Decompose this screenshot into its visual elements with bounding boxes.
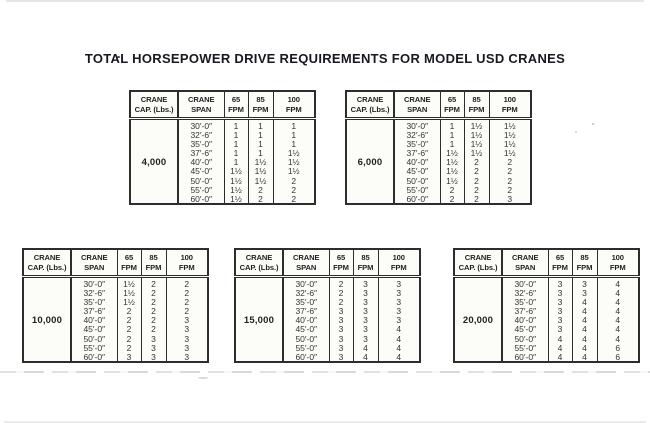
hp-value-cell: 2	[464, 158, 489, 167]
header-line: SPAN	[296, 262, 317, 272]
hp-value-cell: 3	[329, 307, 353, 316]
hp-value-cell: 1½	[273, 149, 315, 158]
header-line: 100	[392, 253, 405, 262]
hp-value-cell: 3	[353, 316, 378, 325]
hp-value-cell: 1½	[224, 185, 248, 194]
hp-value-cell: 2	[166, 288, 208, 297]
hp-value-cell: 3	[329, 316, 353, 325]
hp-value-cell: 3	[141, 343, 166, 352]
hp-value-cell: 4	[597, 316, 639, 325]
span-cell: 45′-0″	[394, 167, 440, 176]
header-85-fpm	[353, 249, 378, 276]
header-line: FPM	[121, 262, 137, 272]
header-crane-span	[502, 249, 548, 276]
span-cell: 60′-0″	[71, 353, 117, 363]
hp-value-cell: 3	[548, 316, 572, 325]
header-65-fpm	[329, 249, 353, 276]
header-line: FPM	[252, 104, 269, 114]
header-line: FPM	[333, 262, 349, 272]
hp-value-cell: 1	[440, 118, 464, 130]
table-body	[346, 118, 531, 204]
hp-value-cell: 3	[353, 276, 378, 288]
span-cell: 50′-0″	[394, 176, 440, 185]
span-cell: 40′-0″	[394, 158, 440, 167]
hp-value-cell: 4	[572, 307, 597, 316]
hp-value-cell: 2	[141, 276, 166, 288]
hp-value-cell: 4	[378, 353, 420, 363]
table-header	[346, 91, 531, 118]
hp-value-cell: 2	[489, 158, 531, 167]
header-crane-cap	[454, 249, 502, 276]
hp-value-cell: 3	[572, 276, 597, 288]
hp-value-cell: 2	[329, 297, 353, 306]
header-line: FPM	[228, 104, 244, 114]
capacity-cell: 6,000	[357, 156, 383, 168]
hp-value-cell: 4	[548, 343, 572, 352]
header-crane-cap	[23, 249, 71, 276]
hp-value-cell: 1½	[440, 176, 464, 185]
hp-value-cell: 2	[141, 325, 166, 334]
hp-value-cell: 1	[224, 130, 248, 139]
scan-speck	[198, 377, 208, 379]
hp-value-cell: 4	[597, 288, 639, 297]
span-cell: 60′-0″	[502, 353, 548, 363]
header-line: 65	[555, 253, 565, 262]
span-cell: 40′-0″	[502, 316, 548, 325]
header-line: FPM	[468, 104, 485, 114]
hp-value-cell: 2	[141, 316, 166, 325]
hp-value-cell: 1½	[224, 195, 248, 205]
hp-value-cell: 3	[166, 334, 208, 343]
header-line: CRANE	[33, 253, 61, 262]
header-100-fpm	[378, 249, 420, 276]
hp-value-cell: 4	[597, 325, 639, 334]
hp-value-cell: 1½	[117, 288, 141, 297]
header-row	[454, 249, 639, 276]
scan-photo-bottom-edge	[0, 371, 650, 373]
span-cell: 32′-6″	[502, 288, 548, 297]
hp-value-cell: 4	[548, 334, 572, 343]
hp-value-cell: 3	[378, 297, 420, 306]
span-cell: 37′-6″	[394, 149, 440, 158]
span-cell: 35′-0″	[283, 297, 329, 306]
hp-value-cell: 3	[329, 325, 353, 334]
hp-value-cell: 1½	[489, 130, 531, 139]
header-line: SPAN	[191, 104, 212, 114]
hp-value-cell: 3	[329, 343, 353, 352]
header-line: CRANE	[356, 95, 384, 104]
hp-table-10000	[22, 248, 209, 363]
hp-value-cell: 4	[572, 334, 597, 343]
header-line: FPM	[552, 262, 568, 272]
table-body	[235, 276, 420, 362]
hp-value-cell: 4	[572, 325, 597, 334]
hp-value-cell: 3	[548, 288, 572, 297]
table-body	[130, 118, 315, 204]
hp-value-cell: 2	[464, 176, 489, 185]
hp-value-cell: 4	[572, 297, 597, 306]
header-line: FPM	[390, 262, 407, 272]
hp-value-cell: 3	[353, 307, 378, 316]
hp-value-cell: 3	[166, 343, 208, 352]
header-line: CRANE	[245, 253, 273, 262]
span-cell: 40′-0″	[178, 158, 224, 167]
hp-value-cell: 4	[353, 343, 378, 352]
span-cell: 60′-0″	[178, 195, 224, 205]
capacity-cell: 20,000	[462, 314, 494, 326]
hp-value-cell: 2	[273, 195, 315, 205]
header-line: 100	[503, 95, 516, 104]
span-cell: 50′-0″	[283, 334, 329, 343]
span-cell: 45′-0″	[71, 325, 117, 334]
hp-value-cell: 1½	[224, 167, 248, 176]
span-cell: 35′-0″	[394, 139, 440, 148]
hp-value-cell: 1½	[273, 167, 315, 176]
header-crane-span	[178, 91, 224, 118]
header-85-fpm	[464, 91, 489, 118]
capacity-cell: 4,000	[141, 156, 167, 168]
span-cell: 30′-0″	[283, 276, 329, 288]
hp-value-cell: 4	[378, 325, 420, 334]
table-header	[23, 249, 208, 276]
hp-value-cell: 2	[489, 185, 531, 194]
hp-value-cell: 1	[440, 130, 464, 139]
hp-value-cell: 2	[141, 297, 166, 306]
hp-value-cell: 6	[597, 353, 639, 363]
hp-value-cell: 1½	[224, 176, 248, 185]
span-cell: 40′-0″	[283, 316, 329, 325]
hp-value-cell: 3	[166, 316, 208, 325]
hp-value-cell: 1½	[117, 276, 141, 288]
span-cell: 32′-6″	[394, 130, 440, 139]
table-row	[454, 276, 639, 288]
hp-value-cell: 3	[166, 353, 208, 363]
hp-value-cell: 4	[572, 316, 597, 325]
header-100-fpm	[166, 249, 208, 276]
header-line: 100	[611, 253, 624, 262]
span-cell: 37′-6″	[71, 307, 117, 316]
hp-value-cell: 2	[166, 297, 208, 306]
header-line: FPM	[285, 104, 302, 114]
hp-value-cell: 2	[464, 185, 489, 194]
hp-value-cell: 3	[353, 325, 378, 334]
hp-value-cell: 1	[248, 149, 273, 158]
header-line: CAP. (Lbs.)	[458, 262, 498, 272]
hp-value-cell: 4	[378, 334, 420, 343]
hp-value-cell: 3	[353, 297, 378, 306]
hp-value-cell: 1½	[440, 167, 464, 176]
hp-value-cell: 1	[224, 149, 248, 158]
hp-value-cell: 1½	[464, 118, 489, 130]
hp-table-15000	[234, 248, 421, 363]
hp-value-cell: 2	[273, 185, 315, 194]
table-row	[235, 276, 420, 288]
header-row	[130, 91, 315, 118]
header-line: CRANE	[292, 253, 320, 262]
hp-value-cell: 2	[464, 195, 489, 205]
span-cell: 32′-6″	[178, 130, 224, 139]
header-line: 65	[336, 253, 346, 262]
header-crane-span	[394, 91, 440, 118]
header-line: SPAN	[407, 104, 428, 114]
hp-value-cell: 2	[329, 288, 353, 297]
hp-value-cell: 2	[117, 334, 141, 343]
hp-value-cell: 3	[353, 288, 378, 297]
hp-value-cell: 1½	[248, 167, 273, 176]
span-cell: 55′-0″	[178, 185, 224, 194]
hp-value-cell: 4	[597, 334, 639, 343]
hp-value-cell: 2	[141, 307, 166, 316]
hp-value-cell: 2	[329, 276, 353, 288]
span-cell: 30′-0″	[71, 276, 117, 288]
hp-value-cell: 1	[248, 118, 273, 130]
span-cell: 50′-0″	[502, 334, 548, 343]
hp-value-cell: 1	[248, 130, 273, 139]
header-line: CRANE	[511, 253, 539, 262]
hp-value-cell: 2	[489, 167, 531, 176]
header-line: 100	[180, 253, 193, 262]
header-line: SPAN	[515, 262, 536, 272]
header-line: CRANE	[80, 253, 108, 262]
hp-value-cell: 1½	[273, 158, 315, 167]
span-cell: 35′-0″	[502, 297, 548, 306]
hp-value-cell: 1	[273, 139, 315, 148]
hp-value-cell: 2	[489, 176, 531, 185]
scan-speck	[575, 131, 577, 133]
header-line: CRANE	[140, 95, 168, 104]
header-line: 85	[580, 253, 589, 262]
span-cell: 45′-0″	[178, 167, 224, 176]
header-65-fpm	[440, 91, 464, 118]
hp-value-cell: 2	[141, 288, 166, 297]
page-title: TOTAL HORSEPOWER DRIVE REQUIREMENTS FOR MODEL USD CRANES	[84, 51, 566, 66]
scan-speck	[592, 123, 594, 125]
hp-table-6000	[345, 90, 532, 205]
hp-value-cell: 1	[224, 118, 248, 130]
header-line: CRANE	[464, 253, 492, 262]
header-crane-span	[71, 249, 117, 276]
table-body	[454, 276, 639, 362]
hp-value-cell: 1½	[248, 176, 273, 185]
header-85-fpm	[141, 249, 166, 276]
table-header	[454, 249, 639, 276]
span-cell: 55′-0″	[502, 343, 548, 352]
header-line: SPAN	[84, 262, 105, 272]
header-line: CAP. (Lbs.)	[350, 104, 390, 114]
span-cell: 40′-0″	[71, 316, 117, 325]
hp-value-cell: 2	[166, 276, 208, 288]
hp-value-cell: 4	[597, 297, 639, 306]
hp-value-cell: 2	[117, 316, 141, 325]
header-65-fpm	[224, 91, 248, 118]
hp-value-cell: 4	[548, 353, 572, 363]
span-cell: 35′-0″	[71, 297, 117, 306]
header-line: 65	[447, 95, 457, 104]
header-line: CAP. (Lbs.)	[27, 262, 67, 272]
capacity-cell: 10,000	[31, 314, 63, 326]
header-85-fpm	[572, 249, 597, 276]
span-cell: 55′-0″	[394, 185, 440, 194]
hp-value-cell: 2	[117, 307, 141, 316]
span-cell: 55′-0″	[283, 343, 329, 352]
hp-value-cell: 1½	[440, 158, 464, 167]
header-crane-cap	[235, 249, 283, 276]
header-65-fpm	[117, 249, 141, 276]
header-crane-cap	[130, 91, 178, 118]
hp-value-cell: 4	[597, 307, 639, 316]
header-line: 65	[231, 95, 241, 104]
hp-value-cell: 3	[548, 276, 572, 288]
header-line: 65	[124, 253, 134, 262]
header-line: 85	[256, 95, 265, 104]
table-row	[346, 118, 531, 130]
header-line: CRANE	[403, 95, 431, 104]
table-body	[23, 276, 208, 362]
hp-value-cell: 3	[378, 276, 420, 288]
header-line: CRANE	[187, 95, 215, 104]
span-cell: 50′-0″	[178, 176, 224, 185]
hp-value-cell: 3	[166, 325, 208, 334]
hp-value-cell: 1½	[248, 158, 273, 167]
header-line: CAP. (Lbs.)	[134, 104, 174, 114]
header-line: FPM	[501, 104, 518, 114]
hp-value-cell: 4	[597, 276, 639, 288]
span-cell: 32′-6″	[283, 288, 329, 297]
hp-value-cell: 1	[440, 139, 464, 148]
span-cell: 50′-0″	[71, 334, 117, 343]
hp-value-cell: 2	[117, 343, 141, 352]
hp-value-cell: 6	[597, 343, 639, 352]
table-header	[130, 91, 315, 118]
scan-edge-top	[6, 0, 644, 2]
hp-value-cell: 3	[353, 334, 378, 343]
span-cell: 37′-6″	[283, 307, 329, 316]
hp-value-cell: 3	[141, 353, 166, 363]
hp-value-cell: 2	[440, 185, 464, 194]
hp-value-cell: 3	[329, 353, 353, 363]
hp-value-cell: 4	[353, 353, 378, 363]
header-line: FPM	[145, 262, 162, 272]
header-line: CAP. (Lbs.)	[239, 262, 279, 272]
header-100-fpm	[489, 91, 531, 118]
hp-value-cell: 1	[273, 130, 315, 139]
hp-value-cell: 3	[489, 195, 531, 205]
hp-value-cell: 2	[440, 195, 464, 205]
hp-value-cell: 3	[548, 325, 572, 334]
header-100-fpm	[273, 91, 315, 118]
header-line: FPM	[357, 262, 374, 272]
hp-value-cell: 1	[224, 139, 248, 148]
header-line: 85	[149, 253, 158, 262]
hp-table-4000	[129, 90, 316, 205]
hp-value-cell: 3	[378, 288, 420, 297]
hp-value-cell: 3	[548, 307, 572, 316]
header-crane-span	[283, 249, 329, 276]
header-line: FPM	[576, 262, 593, 272]
span-cell: 30′-0″	[502, 276, 548, 288]
header-65-fpm	[548, 249, 572, 276]
hp-value-cell: 3	[548, 297, 572, 306]
hp-value-cell: 4	[572, 353, 597, 363]
table-row	[130, 118, 315, 130]
hp-value-cell: 2	[464, 167, 489, 176]
span-cell: 60′-0″	[283, 353, 329, 363]
hp-value-cell: 1½	[489, 118, 531, 130]
table-row	[23, 276, 208, 288]
hp-value-cell: 4	[572, 343, 597, 352]
hp-value-cell: 1½	[117, 297, 141, 306]
header-row	[346, 91, 531, 118]
header-crane-cap	[346, 91, 394, 118]
header-line: FPM	[609, 262, 626, 272]
header-line: FPM	[178, 262, 195, 272]
header-85-fpm	[248, 91, 273, 118]
hp-value-cell: 2	[273, 176, 315, 185]
span-cell: 37′-6″	[178, 149, 224, 158]
span-cell: 45′-0″	[502, 325, 548, 334]
hp-value-cell: 3	[117, 353, 141, 363]
span-cell: 32′-6″	[71, 288, 117, 297]
span-cell: 60′-0″	[394, 195, 440, 205]
capacity-cell: 15,000	[243, 314, 275, 326]
header-line: FPM	[444, 104, 460, 114]
hp-value-cell: 2	[117, 325, 141, 334]
header-line: 100	[287, 95, 300, 104]
hp-value-cell: 2	[248, 185, 273, 194]
header-line: 85	[361, 253, 370, 262]
span-cell: 45′-0″	[283, 325, 329, 334]
span-cell: 35′-0″	[178, 139, 224, 148]
hp-value-cell: 3	[572, 288, 597, 297]
hp-value-cell: 1	[224, 158, 248, 167]
hp-value-cell: 2	[166, 307, 208, 316]
table-header	[235, 249, 420, 276]
span-cell: 37′-6″	[502, 307, 548, 316]
hp-value-cell: 3	[378, 307, 420, 316]
hp-value-cell: 4	[378, 343, 420, 352]
span-cell: 30′-0″	[394, 118, 440, 130]
hp-value-cell: 1½	[489, 139, 531, 148]
span-cell: 30′-0″	[178, 118, 224, 130]
span-cell: 55′-0″	[71, 343, 117, 352]
hp-value-cell: 1½	[464, 149, 489, 158]
hp-value-cell: 3	[378, 316, 420, 325]
hp-value-cell: 3	[141, 334, 166, 343]
hp-value-cell: 1½	[464, 130, 489, 139]
hp-value-cell: 2	[248, 195, 273, 205]
header-line: 85	[472, 95, 481, 104]
hp-value-cell: 1½	[464, 139, 489, 148]
hp-value-cell: 3	[329, 334, 353, 343]
header-100-fpm	[597, 249, 639, 276]
hp-table-20000	[453, 248, 640, 363]
header-row	[235, 249, 420, 276]
hp-value-cell: 1½	[489, 149, 531, 158]
hp-value-cell: 1½	[440, 149, 464, 158]
hp-value-cell: 1	[273, 118, 315, 130]
hp-value-cell: 1	[248, 139, 273, 148]
header-row	[23, 249, 208, 276]
